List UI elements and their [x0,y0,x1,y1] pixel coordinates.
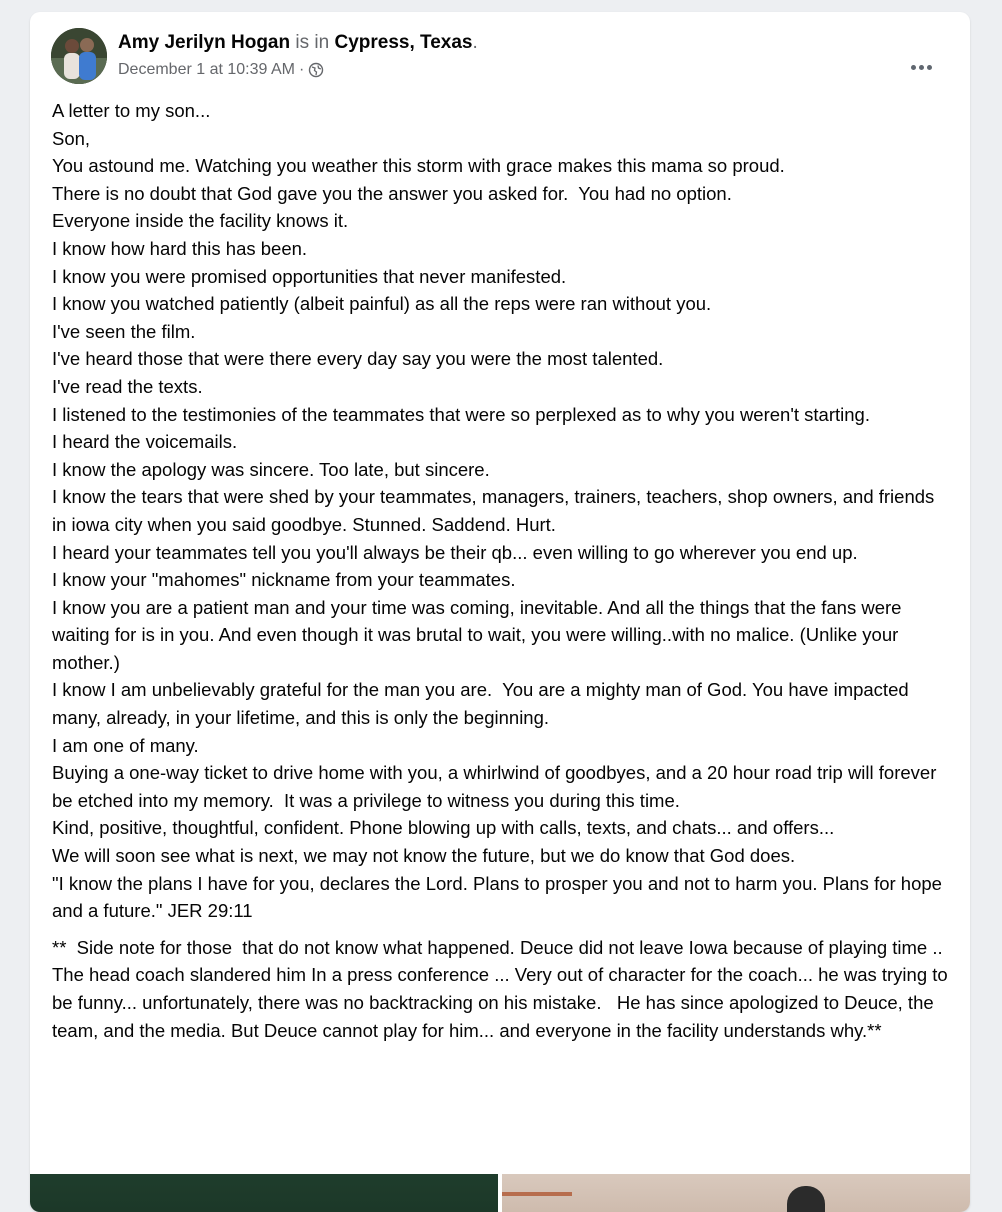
side-note: ** Side note for those that do not know what happened. Deuce did not leave Iowa because of playing time .. The head coach slandered him In a press conference ... Very out of character for the coach... he was trying to be funny... unfortunately, there was no backtracking on his mistake. He has since apologized to Deuce, the team, and the media. But Deuce cannot play for him... and everyone in the facility understands why.** [52,936,953,1041]
post-line: I know your "mahomes" nickname from your teammates. [52,569,516,591]
post-meta [118,60,324,80]
is-in-text: is in [295,32,330,53]
paragraph-gap [52,925,952,934]
post-line: Everyone inside the facility knows it. [52,210,349,232]
location-suffix: . [472,32,478,53]
post-line: Son, [52,127,91,149]
post-header [51,28,951,84]
photo-detail [502,1192,572,1196]
post-line: I know the tears that were shed by your teammates, managers, trainers, teachers, shop owners, and friends in iowa city when you said goodbye. Stunned. Saddend. Hurt. [52,486,940,535]
post-line: A letter to my son... [52,100,211,121]
photo-thumbnail-left[interactable] [30,1174,498,1212]
more-dot-icon [911,65,916,70]
more-dot-icon [919,65,924,70]
post-line: I heard the voicemails. [52,431,238,453]
avatar-image-icon [51,28,107,84]
post-timestamp[interactable]: December 1 at 10:39 AM [118,61,295,78]
post-line: I listened to the testimonies of the teammates that were so perplexed as to why you weren't starting. [52,403,870,425]
photo-detail [787,1186,825,1212]
more-options-button[interactable] [901,52,941,82]
post-line: I've read the texts. [52,375,203,397]
post-line: We will soon see what is next, we may not know the future, but we do know that God does. [52,845,796,867]
post-photos [30,1174,970,1212]
photo-thumbnail-right[interactable] [502,1174,970,1212]
post-body [52,97,952,1044]
post-line: Kind, positive, thoughtful, confident. Phone blowing up with calls, texts, and chats... and offers... [52,817,835,839]
post-line: I know you are a patient man and your time was coming, inevitable. And all the things that the fans were waiting for is in you. And even though it was brutal to wait, you were willing..with no malice. (Unlike your mother.) [52,596,907,673]
more-dot-icon [927,65,932,70]
post-card [30,12,970,1212]
post-line: I heard your teammates tell you you'll always be their qb... even willing to go wherever you end up. [52,541,858,563]
post-line: There is no doubt that God gave you the answer you asked for. You had no option. [52,182,732,204]
globe-icon[interactable] [308,62,324,78]
post-line: I know the apology was sincere. Too late, but sincere. [52,458,490,480]
post-line: I know you were promised opportunities that never manifested. [52,265,567,287]
author-line [118,31,478,55]
post-line: I am one of many. [52,734,199,756]
post-line: I've heard those that were there every day say you were the most talented. [52,348,664,370]
post-line: Buying a one-way ticket to drive home with you, a whirlwind of goodbyes, and a 20 hour road trip will forever be etched into my memory. It was a privilege to witness you during this time. [52,762,942,811]
post-line: "I know the plans I have for you, declares the Lord. Plans to prosper you and not to harm you. Plans for hope and a future." JER 29:11 [52,872,948,922]
post-line: You astound me. Watching you weather this storm with grace makes this mama so proud. [52,155,785,177]
meta-separator: · [298,61,305,78]
post-line: I know you watched patiently (albeit painful) as all the reps were ran without you. [52,293,712,315]
post-line: I've seen the film. [52,320,196,342]
avatar[interactable] [51,28,107,84]
location-link[interactable]: Cypress, Texas [334,32,473,53]
author-name[interactable]: Amy Jerilyn Hogan [118,32,291,53]
post-line: I know how hard this has been. [52,237,308,259]
post-line: I know I am unbelievably grateful for the man you are. You are a mighty man of God. You have impacted many, already, in your lifetime, and this is only the beginning. [52,679,914,729]
